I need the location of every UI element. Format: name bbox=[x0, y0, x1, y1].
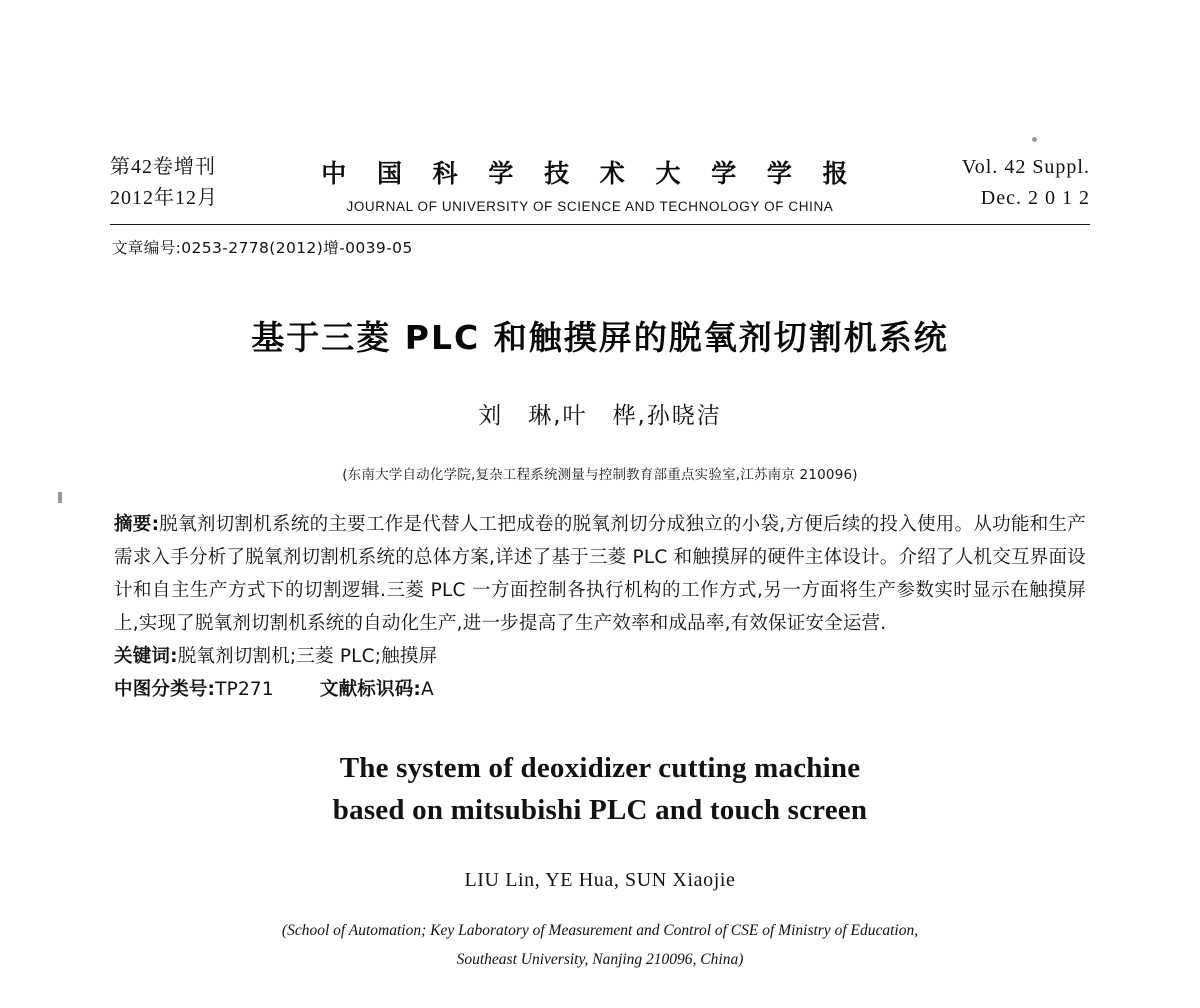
clc-label: 中图分类号: bbox=[114, 678, 216, 700]
scan-speck bbox=[58, 492, 62, 503]
abstract-label: 摘要: bbox=[114, 514, 160, 535]
date-cn: 2012年12月 bbox=[110, 187, 218, 209]
title-en-line2: based on mitsubishi PLC and touch screen bbox=[332, 793, 868, 826]
page-title-en bbox=[110, 747, 1090, 831]
authors-cn: 刘 琳,叶 桦,孙晓洁 bbox=[478, 403, 722, 429]
affiliation-en-line1: (School of Automation; Key Laboratory of Measurement and Control of CSE of Ministry of Education, bbox=[281, 921, 919, 939]
masthead-left bbox=[110, 152, 218, 214]
volume-en: Vol. 42 Suppl. bbox=[961, 156, 1090, 178]
journal-title-cn: 中 国 科 学 技 术 大 学 学 报 bbox=[321, 159, 859, 188]
keywords-cn bbox=[110, 641, 1090, 674]
classification-cn bbox=[110, 674, 1090, 707]
volume-cn: 第42卷增刊 bbox=[110, 156, 216, 178]
date-en: Dec. 2 0 1 2 bbox=[980, 187, 1090, 209]
keywords-label: 关键词: bbox=[114, 645, 178, 667]
masthead-center bbox=[218, 154, 962, 214]
journal-title-en: JOURNAL OF UNIVERSITY OF SCIENCE AND TECHNOLOGY OF CHINA bbox=[346, 199, 834, 214]
abstract-text: 脱氧剂切割机系统的主要工作是代替人工把成卷的脱氧剂切分成独立的小袋,方便后续的投入使用。从功能和生产需求入手分析了脱氧剂切割机系统的总体方案,详述了基于三菱 PLC 和触摸屏的硬件主体设计。介绍了人机交互界面设计和自主生产方式下的切割逻辑.三菱 PLC 一方面控制各执行机构的工作方式,另一方面将生产参数实时显示在触摸屏上,实现了脱氧剂切割机系统的自动化生产,进一步提高了生产效率和成品率,有效保证安全运营. bbox=[114, 514, 1087, 634]
affiliation-en-line2: Southeast University, Nanjing 210096, China) bbox=[456, 951, 744, 969]
doc-code-label: 文献标识码: bbox=[319, 678, 421, 700]
title-en-line1: The system of deoxidizer cutting machine bbox=[339, 751, 861, 784]
affiliation-en bbox=[110, 916, 1090, 975]
doc-code-value: A bbox=[421, 678, 434, 700]
masthead bbox=[110, 0, 1090, 214]
article-number: 文章编号:0253-2778(2012)增-0039-05 bbox=[112, 239, 413, 257]
page-title-cn: 基于三菱 PLC 和触摸屏的脱氧剂切割机系统 bbox=[251, 318, 949, 357]
masthead-rule bbox=[110, 224, 1090, 225]
masthead-right bbox=[962, 152, 1090, 214]
authors-en: LIU Lin, YE Hua, SUN Xiaojie bbox=[464, 868, 736, 891]
keywords-text: 脱氧剂切割机;三菱 PLC;触摸屏 bbox=[177, 645, 438, 667]
scan-speck bbox=[1032, 137, 1037, 142]
affiliation-cn: (东南大学自动化学院,复杂工程系统测量与控制教育部重点实验室,江苏南京 210096) bbox=[342, 467, 858, 483]
clc-value: TP271 bbox=[215, 678, 274, 700]
abstract-cn bbox=[110, 509, 1090, 641]
